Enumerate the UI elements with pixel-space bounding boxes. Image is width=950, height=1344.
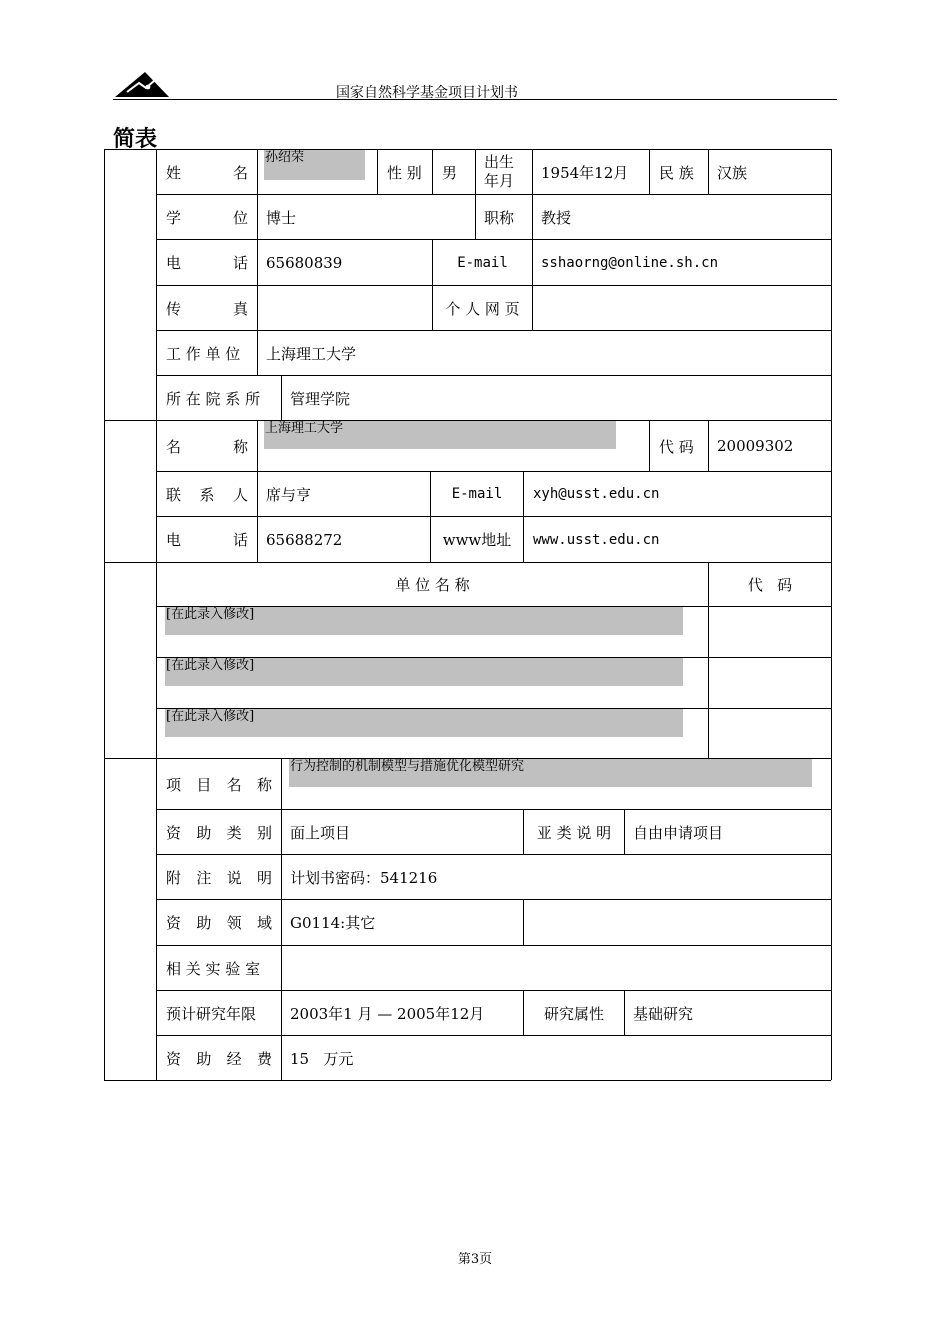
field-value: G0114:其它 <box>290 914 376 932</box>
institution-email-value: xyh@usst.edu.cn <box>533 486 660 502</box>
gender-label: 性 别 <box>387 163 422 182</box>
contact-value: 席与亨 <box>266 485 312 504</box>
work-unit-value: 上海理工大学 <box>266 344 357 363</box>
field-label: 资 助 领 域 <box>166 914 272 932</box>
header-rule <box>113 99 837 100</box>
www-label: www地址 <box>442 531 512 549</box>
note-value: 计划书密码：541216 <box>290 868 438 887</box>
degree-value: 博士 <box>266 208 297 227</box>
institution-email-label: E-mail <box>451 486 503 502</box>
birth-label: 出生 年月 <box>484 153 515 190</box>
gender-value: 男 <box>442 163 458 182</box>
subtype-value: 自由申请项目 <box>633 823 724 842</box>
budget-value: 15 万元 <box>290 1049 354 1068</box>
homepage-label: 个 人 网 页 <box>445 299 520 318</box>
unit-name-header: 单 位 名 称 <box>395 576 470 594</box>
funding-type-label: 资 助 类 别 <box>166 823 272 842</box>
institution-code-label: 代 码 <box>659 437 694 456</box>
email-value: sshaorng@online.sh.cn <box>541 254 719 271</box>
unit-name-field-1[interactable]: [在此录入修改] <box>165 607 683 635</box>
institution-phone-label: 电 话 <box>166 531 248 549</box>
project-name-label: 项 目 名 称 <box>166 775 272 794</box>
ethnicity-value: 汉族 <box>717 163 748 182</box>
period-value: 2003年1 月 — 2005年12月 <box>290 1004 485 1023</box>
institution-phone-value: 65688272 <box>266 530 343 549</box>
title-value: 教授 <box>541 208 572 227</box>
unit-name-field-2[interactable]: [在此录入修改] <box>165 658 683 686</box>
department-value: 管理学院 <box>290 389 351 408</box>
department-label: 所 在 院 系 所 <box>166 389 261 408</box>
name-field[interactable]: 孙绍荣 <box>264 150 365 180</box>
work-unit-label: 工 作 单 位 <box>166 344 241 363</box>
funding-type-value: 面上项目 <box>290 823 351 842</box>
degree-label: 学 位 <box>166 208 248 227</box>
institution-name-field[interactable]: 上海理工大学 <box>264 421 616 449</box>
section-title: 简表 <box>113 127 158 152</box>
phone-label: 电 话 <box>166 254 248 272</box>
subtype-label: 亚 类 说 明 <box>536 823 612 842</box>
unit-code-header: 代 码 <box>747 576 793 594</box>
unit-name-field-3[interactable]: [在此录入修改] <box>165 709 683 737</box>
fax-label: 传 真 <box>166 299 248 318</box>
ethnicity-label: 民 族 <box>659 163 694 182</box>
name-label: 姓 名 <box>166 163 248 182</box>
lab-label: 相 关 实 验 室 <box>166 959 261 978</box>
attribute-label: 研究属性 <box>543 1004 604 1023</box>
period-label: 预计研究年限 <box>166 1004 257 1023</box>
title-label: 职称 <box>484 208 515 227</box>
nsfc-logo-icon <box>115 68 169 98</box>
institution-name-label: 名 称 <box>166 437 248 456</box>
note-label: 附 注 说 明 <box>166 868 272 887</box>
birth-value: 1954年12月 <box>541 163 629 182</box>
header-title: 国家自然科学基金项目计划书 <box>336 85 518 101</box>
budget-label: 资 助 经 费 <box>166 1049 272 1068</box>
institution-code-value: 20009302 <box>717 437 794 455</box>
project-name-field[interactable]: 行为控制的机制模型与措施优化模型研究 <box>289 759 812 787</box>
attribute-value: 基础研究 <box>633 1004 694 1023</box>
contact-label: 联 系 人 <box>166 485 248 504</box>
email-label: E-mail <box>457 254 508 271</box>
page-number: 第3页 <box>457 1252 493 1267</box>
phone-value: 65680839 <box>266 253 343 272</box>
www-value: www.usst.edu.cn <box>533 531 660 548</box>
